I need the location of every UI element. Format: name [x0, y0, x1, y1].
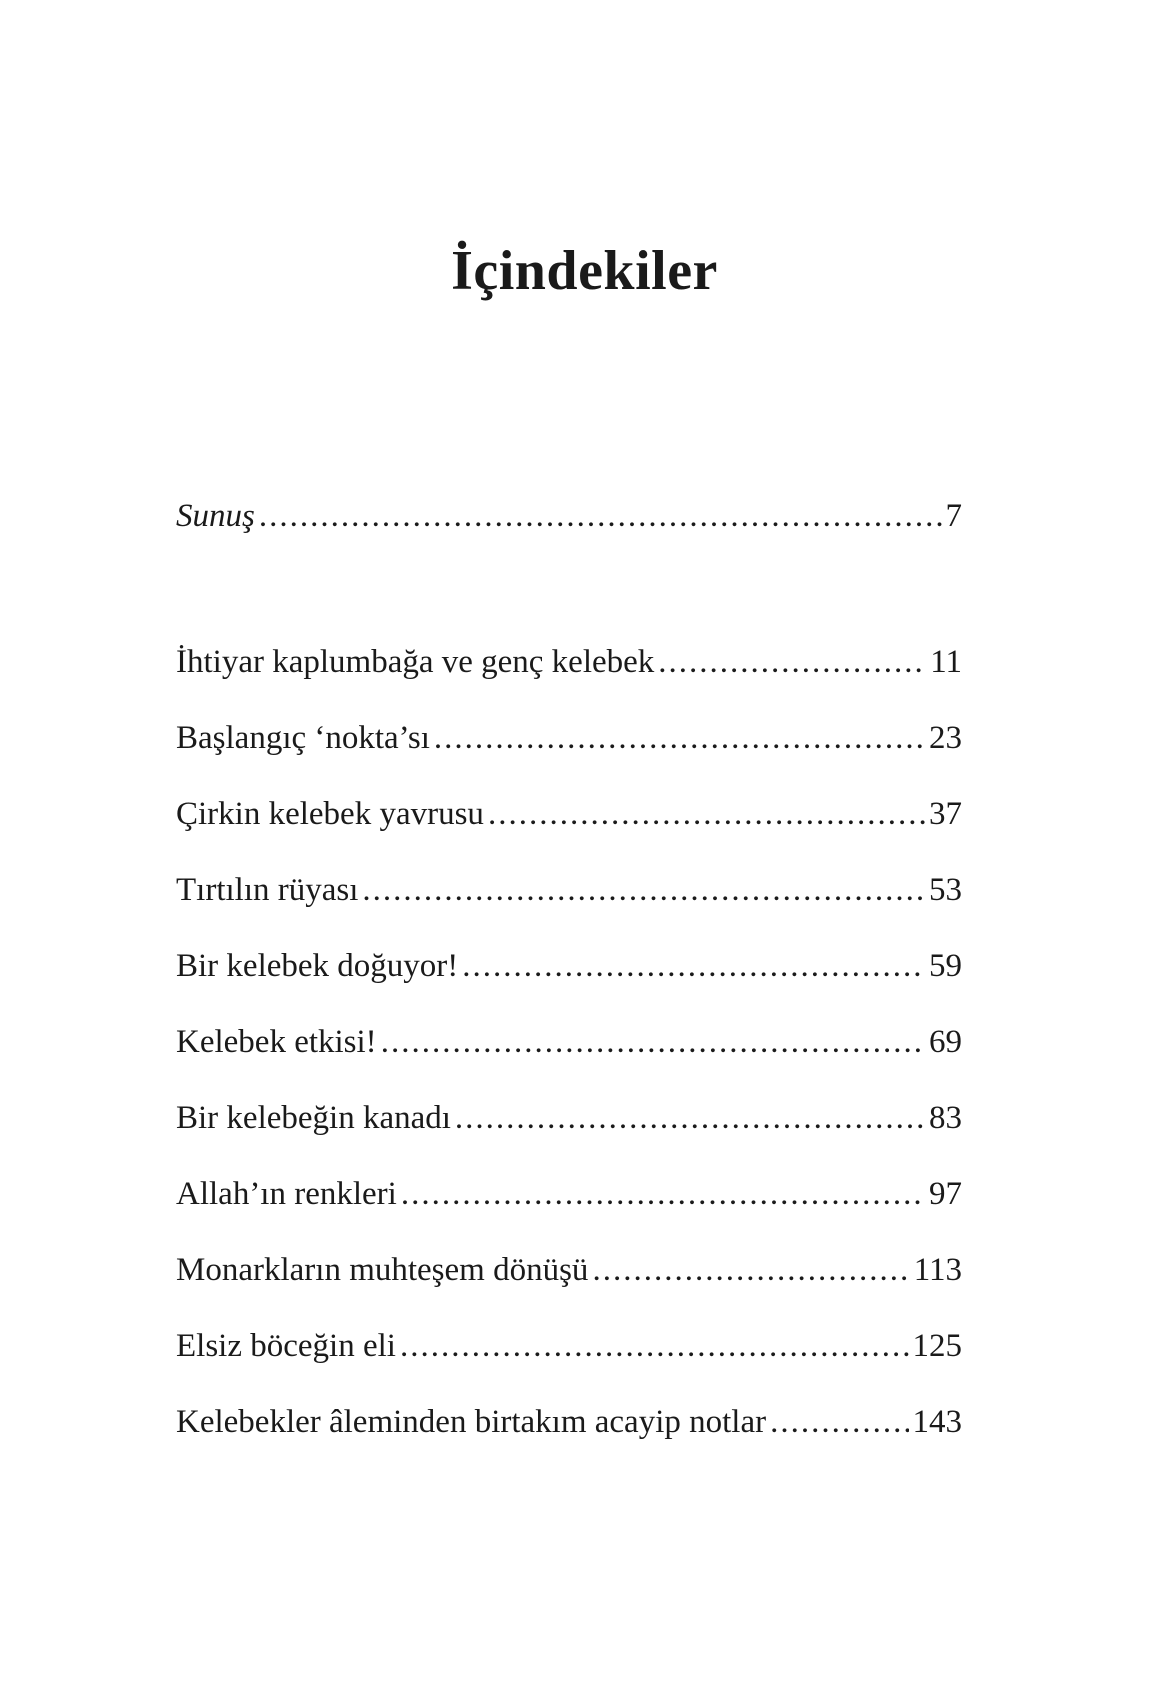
dot-leader: [259, 496, 942, 536]
toc-entry-title: Bir kelebeğin kanadı: [176, 1100, 451, 1136]
toc-entry-title: Elsiz böceğin eli: [176, 1328, 396, 1364]
toc-entry[interactable]: [176, 1326, 962, 1366]
dot-leader: [592, 1250, 909, 1290]
toc-entry[interactable]: [176, 870, 962, 910]
dot-leader: [488, 794, 925, 834]
toc-entry[interactable]: [176, 642, 962, 682]
toc-entry-title: Tırtılın rüyası: [176, 872, 359, 908]
dot-leader: [362, 870, 925, 910]
toc-entry[interactable]: [176, 1174, 962, 1214]
toc-entry-title: Başlangıç ‘nokta’sı: [176, 720, 430, 756]
toc-entry-title: Bir kelebek doğuyor!: [176, 948, 459, 984]
toc-entry-page: 125: [912, 1328, 962, 1364]
toc-entry-page: 69: [929, 1024, 962, 1060]
toc-entry-page: 53: [929, 872, 962, 908]
toc-entry-page: 37: [929, 796, 962, 832]
toc-entry-title: Allah’ın renkleri: [176, 1176, 397, 1212]
toc-entry[interactable]: [176, 1022, 962, 1062]
toc-entry-title: Çirkin kelebek yavrusu: [176, 796, 484, 832]
dot-leader: [658, 642, 926, 682]
toc-entry[interactable]: [176, 1250, 962, 1290]
toc-entry[interactable]: [176, 946, 962, 986]
toc-entry-title: İhtiyar kaplumbağa ve genç kelebek: [176, 644, 655, 680]
toc-entry-page: 7: [945, 498, 962, 534]
toc-entry-page: 23: [929, 720, 962, 756]
toc-entry-title: Monarkların muhteşem dönüşü: [176, 1252, 589, 1288]
dot-leader: [455, 1098, 925, 1138]
toc-entry[interactable]: [176, 1098, 962, 1138]
toc-entry-page: 97: [929, 1176, 962, 1212]
dot-leader: [462, 946, 925, 986]
toc-entry-page: 11: [930, 644, 962, 680]
dot-leader: [434, 718, 925, 758]
toc-entry-title: Kelebekler âleminden birtakım acayip notlar: [176, 1404, 767, 1440]
dot-leader: [770, 1402, 908, 1442]
toc-entry-title: Kelebek etkisi!: [176, 1024, 377, 1060]
toc-entry-title: Sunuş: [176, 498, 255, 534]
toc-entry-page: 143: [912, 1404, 962, 1440]
toc-entry[interactable]: [176, 718, 962, 758]
toc-entry-page: 83: [929, 1100, 962, 1136]
page-title: İçindekiler: [451, 239, 718, 302]
toc-entry-page: 59: [929, 948, 962, 984]
dot-leader: [381, 1022, 925, 1062]
toc-entry[interactable]: [176, 794, 962, 834]
dot-leader: [401, 1174, 925, 1214]
toc-entry-page: 113: [913, 1252, 962, 1288]
dot-leader: [400, 1326, 909, 1366]
toc-entry[interactable]: [176, 1402, 962, 1442]
toc-entry-preface[interactable]: [176, 496, 962, 536]
